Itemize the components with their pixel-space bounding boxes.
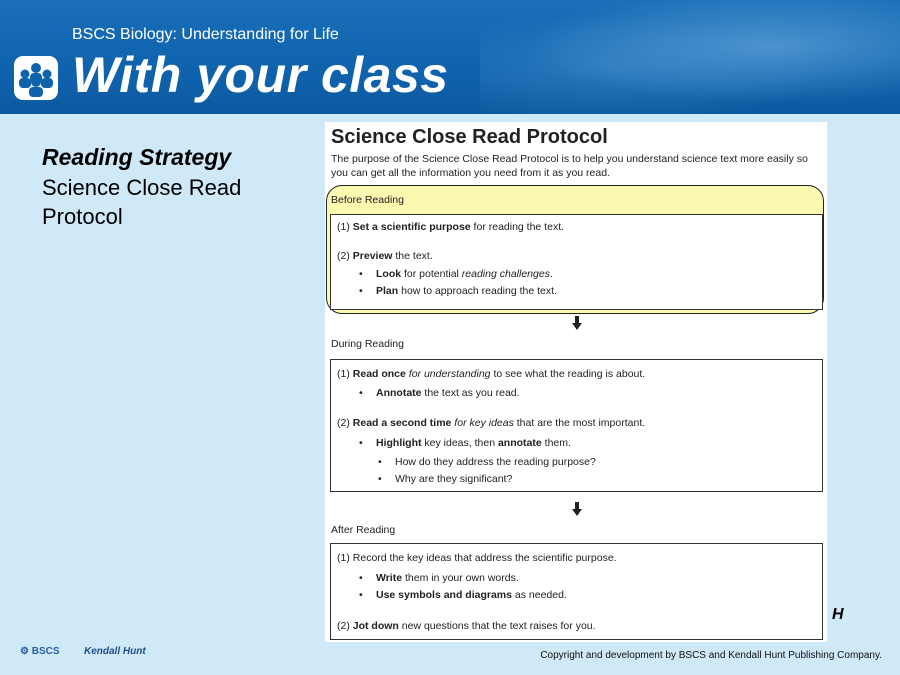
header-banner (0, 0, 900, 114)
after-step-2: (2) Jot down new questions that the text raises for you. (337, 620, 596, 632)
after-bullet-2: • Use symbols and diagrams as needed. (376, 589, 567, 601)
during-reading-label: During Reading (331, 338, 404, 350)
before-bullet-1: • Look for potential reading challenges. (376, 268, 553, 280)
during-step-1: (1) Read once for understanding to see what the reading is about. (337, 368, 646, 380)
header-background-art (480, 0, 900, 114)
after-reading-box (330, 543, 823, 640)
after-bullet-1: • Write them in your own words. (376, 572, 519, 584)
course-subtitle: BSCS Biology: Understanding for Life (72, 26, 339, 43)
before-reading-label: Before Reading (331, 194, 404, 206)
during-reading-box (330, 359, 823, 492)
protocol-intro: The purpose of the Science Close Read Protocol is to help you understand science text more easily so you can get all the information you need from it as you read. (331, 153, 808, 179)
corner-mark: H (832, 606, 844, 623)
class-group-icon (14, 56, 58, 100)
gear-logo-icon: ⚙ (20, 646, 29, 657)
footer (0, 638, 900, 675)
during-bullet-2: • Highlight key ideas, then annotate them. (376, 437, 571, 449)
bscs-logo: ⚙ BSCS (20, 646, 60, 657)
after-step-1: (1) Record the key ideas that address the scientific purpose. (337, 552, 617, 564)
copyright-text: Copyright and development by BSCS and Kendall Hunt Publishing Company. (540, 650, 882, 661)
during-bullet-1: • Annotate the text as you read. (376, 387, 520, 399)
before-bullet-2: • Plan how to approach reading the text. (376, 285, 557, 297)
after-reading-label: After Reading (331, 524, 396, 536)
before-step-1: (1) Set a scientific purpose for reading the text. (337, 221, 565, 233)
strategy-name: Science Close Read Protocol (42, 175, 242, 229)
protocol-title: Science Close Read Protocol (331, 126, 608, 148)
strategy-heading: Reading Strategy (42, 144, 232, 170)
before-step-2: (2) Preview the text. (337, 250, 433, 262)
down-arrow-icon (572, 502, 582, 516)
before-reading-box (330, 214, 823, 310)
during-step-2: (2) Read a second time for key ideas that are the most important. (337, 417, 646, 429)
protocol-document (325, 122, 827, 642)
kendall-hunt-logo: Kendall Hunt (84, 646, 146, 657)
during-subbullet-1: • How do they address the reading purpose? (395, 456, 596, 468)
page-title: With your class (72, 47, 449, 103)
during-subbullet-2: • Why are they significant? (395, 473, 512, 485)
down-arrow-icon (572, 316, 582, 330)
